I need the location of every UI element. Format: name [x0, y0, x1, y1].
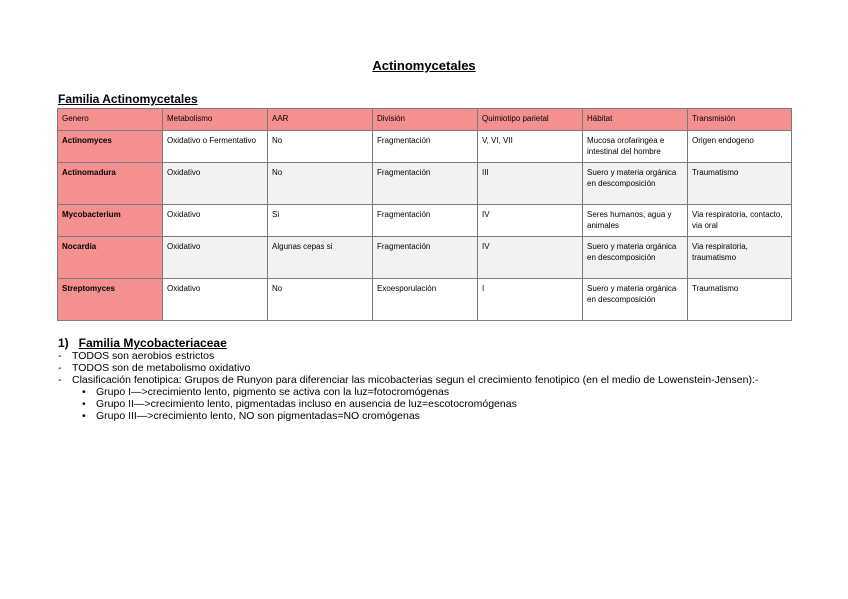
cell-quimiotipo: IV — [478, 237, 583, 279]
section-title-actinomycetales: Familia Actinomycetales — [58, 92, 198, 106]
list-item — [72, 386, 798, 398]
cell-quimiotipo: IV — [478, 205, 583, 237]
cell-quimiotipo: V, VI, VII — [478, 131, 583, 163]
group-text: Grupo II—>crecimiento lento, pigmentadas incluso en ausencia de luz=escotocromógenas — [96, 398, 517, 410]
cell-quimiotipo: I — [478, 279, 583, 321]
bullet-marker: • — [82, 398, 86, 410]
cell-aar: Si — [268, 205, 373, 237]
bullet-marker: • — [82, 410, 86, 422]
section-number: 1) — [58, 336, 69, 350]
group-text: Grupo III—>crecimiento lento, NO son pigmentadas=NO cromógenas — [96, 410, 420, 422]
dash-marker: - — [58, 350, 62, 362]
cell-genus: Streptomyces — [58, 279, 163, 321]
header-habitat: Hábitat — [583, 109, 688, 131]
group-text: Grupo I—>crecimiento lento, pigmento se activa con la luz=fotocromógenas — [96, 386, 450, 398]
mycobacteriaceae-list — [58, 350, 798, 422]
header-transmision: Transmisión — [688, 109, 792, 131]
cell-division: Fragmentación — [373, 205, 478, 237]
cell-metabolismo: Oxidativo — [163, 279, 268, 321]
table-row — [58, 279, 792, 321]
cell-transmision: Origen endogeno — [688, 131, 792, 163]
document-title: Actinomycetales — [372, 58, 476, 73]
cell-transmision: Via respiratoria, contacto, via oral — [688, 205, 792, 237]
header-metabolismo: Metabolismo — [163, 109, 268, 131]
header-aar: AAR — [268, 109, 373, 131]
list-item-text: TODOS son de metabolismo oxidativo — [72, 362, 251, 374]
cell-division: Exoesporulación — [373, 279, 478, 321]
mycobacteriaceae-section — [58, 337, 798, 422]
cell-habitat: Suero y materia orgánica en descomposición — [583, 163, 688, 205]
list-item — [58, 374, 798, 422]
cell-transmision: Traumatismo — [688, 279, 792, 321]
cell-aar: No — [268, 163, 373, 205]
cell-genus: Actinomadura — [58, 163, 163, 205]
cell-habitat: Suero y materia orgánica en descomposición — [583, 237, 688, 279]
table-header-row — [58, 109, 792, 131]
list-item — [58, 362, 798, 374]
mycobacteriaceae-title: Familia Mycobacteriaceae — [78, 336, 227, 350]
dash-marker: - — [58, 374, 62, 386]
cell-division: Fragmentación — [373, 237, 478, 279]
header-genero: Genero — [58, 109, 163, 131]
cell-division: Fragmentación — [373, 163, 478, 205]
list-item-text: TODOS son aerobios estrictos — [72, 350, 215, 362]
header-quimiotipo: Quimiotipo parietal — [478, 109, 583, 131]
list-item — [72, 410, 798, 422]
cell-aar: Algunas cepas si — [268, 237, 373, 279]
cell-aar: No — [268, 131, 373, 163]
cell-metabolismo: Oxidativo — [163, 163, 268, 205]
table-row — [58, 237, 792, 279]
cell-aar: No — [268, 279, 373, 321]
cell-division: Fragmentación — [373, 131, 478, 163]
cell-genus: Nocardia — [58, 237, 163, 279]
cell-habitat: Suero y materia orgánica en descomposición — [583, 279, 688, 321]
cell-metabolismo: Oxidativo — [163, 237, 268, 279]
table-row — [58, 163, 792, 205]
cell-genus: Mycobacterium — [58, 205, 163, 237]
header-division: División — [373, 109, 478, 131]
cell-metabolismo: Oxidativo o Fermentativo — [163, 131, 268, 163]
list-item — [72, 398, 798, 410]
mycobacteriaceae-heading — [58, 337, 798, 349]
dash-marker: - — [58, 362, 62, 374]
cell-metabolismo: Oxidativo — [163, 205, 268, 237]
actinomycetales-table — [57, 108, 792, 321]
list-item — [58, 350, 798, 362]
cell-habitat: Seres humanos, agua y animales — [583, 205, 688, 237]
bullet-marker: • — [82, 386, 86, 398]
table-row — [58, 131, 792, 163]
runyon-groups-list — [72, 386, 798, 422]
cell-genus: Actinomyces — [58, 131, 163, 163]
table-row — [58, 205, 792, 237]
cell-habitat: Mucosa orofaringea e intestinal del hombre — [583, 131, 688, 163]
cell-transmision: Traumatismo — [688, 163, 792, 205]
cell-transmision: Via respiratoria, traumatismo — [688, 237, 792, 279]
list-item-text: Clasificación fenotipica: Grupos de Runyon para diferenciar las micobacterias segun el crecimiento fenotipico (en el medio de Lowenstein-Jensen):- — [72, 374, 759, 386]
cell-quimiotipo: III — [478, 163, 583, 205]
